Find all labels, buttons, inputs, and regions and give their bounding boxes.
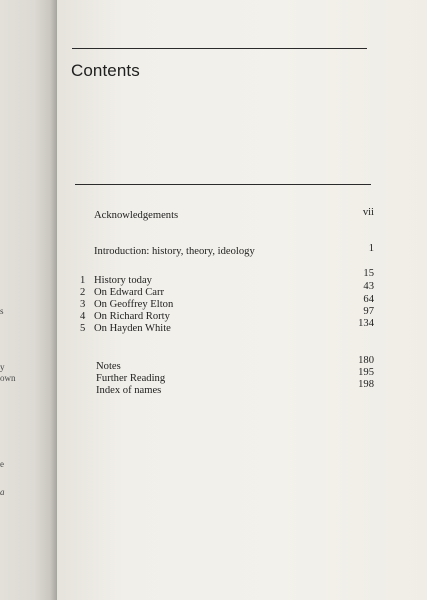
chapter-title: On Richard Rorty bbox=[94, 311, 170, 322]
chapter-number: 5 bbox=[80, 323, 86, 334]
chapter-title: On Hayden White bbox=[94, 323, 171, 334]
chapter-title: History today bbox=[94, 275, 152, 286]
chapter-number: 4 bbox=[80, 311, 86, 322]
chapter-page: 43 bbox=[363, 281, 374, 292]
chapter-title: On Geoffrey Elton bbox=[94, 299, 174, 310]
entry-page: 180 bbox=[358, 355, 374, 366]
left-fragment-text: e bbox=[0, 459, 4, 469]
chapter-page: 15 bbox=[363, 268, 374, 279]
contents-rule bbox=[75, 184, 371, 185]
chapter-page: 134 bbox=[358, 318, 374, 329]
entry-label: Notes bbox=[96, 361, 121, 372]
entry-label: Further Reading bbox=[96, 373, 166, 384]
page-title: Contents bbox=[71, 61, 140, 80]
chapter-number: 2 bbox=[80, 287, 86, 298]
left-fragment-text: a bbox=[0, 487, 5, 497]
entry-label: Acknowledgements bbox=[94, 210, 179, 221]
entry-label: Index of names bbox=[96, 385, 162, 396]
left-page-edge bbox=[0, 0, 57, 600]
chapter-number: 1 bbox=[80, 275, 86, 286]
entry-page: 195 bbox=[358, 367, 374, 378]
entry-label: Introduction: history, theory, ideology bbox=[94, 246, 255, 257]
entry-page: 1 bbox=[368, 243, 374, 254]
left-fragment-text: y bbox=[0, 362, 5, 372]
top-rule bbox=[72, 48, 367, 49]
chapter-number: 3 bbox=[80, 299, 86, 310]
entry-page: vii bbox=[362, 207, 374, 218]
chapter-page: 64 bbox=[363, 294, 374, 305]
left-fragment-text: own bbox=[0, 373, 16, 383]
entry-page: 198 bbox=[358, 379, 374, 390]
left-fragment-text: s bbox=[0, 306, 4, 316]
chapter-title: On Edward Carr bbox=[94, 287, 165, 298]
chapter-page: 97 bbox=[363, 306, 374, 317]
